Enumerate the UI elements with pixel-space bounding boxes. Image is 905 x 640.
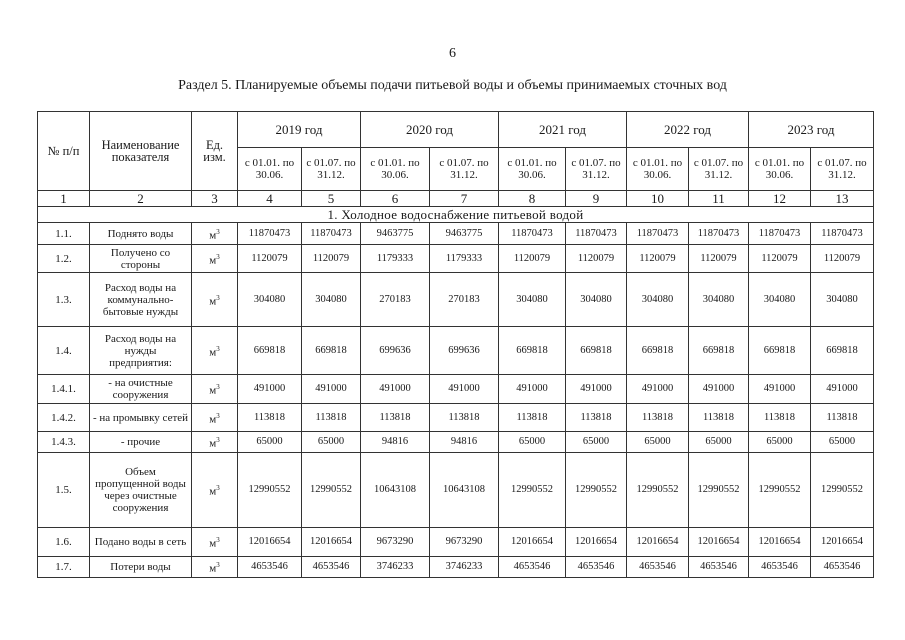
value-cell: 11870473 <box>302 223 361 245</box>
value-cell: 669818 <box>811 327 874 375</box>
column-number: 3 <box>192 191 238 207</box>
value-cell: 12990552 <box>627 453 689 528</box>
value-cell: 304080 <box>689 273 749 327</box>
row-unit <box>192 245 238 273</box>
row-code: 1.2. <box>38 245 90 273</box>
row-name: Подано воды в сеть <box>90 528 192 557</box>
value-cell: 1120079 <box>689 245 749 273</box>
value-cell: 12990552 <box>811 453 874 528</box>
header-period: с 01.07. по 31.12. <box>811 148 874 191</box>
header-period: с 01.01. по 30.06. <box>238 148 302 191</box>
value-cell: 304080 <box>499 273 566 327</box>
value-cell: 669818 <box>566 327 627 375</box>
value-cell: 1120079 <box>238 245 302 273</box>
value-cell: 12990552 <box>689 453 749 528</box>
column-number: 5 <box>302 191 361 207</box>
header-period: с 01.07. по 31.12. <box>566 148 627 191</box>
table-row <box>38 557 874 578</box>
value-cell: 65000 <box>689 432 749 453</box>
value-cell: 304080 <box>811 273 874 327</box>
value-cell: 12016654 <box>811 528 874 557</box>
water-volume-table <box>37 111 874 578</box>
row-name: Получено со стороны <box>90 245 192 273</box>
value-cell: 3746233 <box>361 557 430 578</box>
value-cell: 491000 <box>689 375 749 404</box>
value-cell: 11870473 <box>749 223 811 245</box>
section-title: Раздел 5. Планируемые объемы подачи питьевой воды и объемы принимаемых сточных вод <box>178 78 727 93</box>
row-name: Объем пропущенной воды через очистные сооружения <box>90 453 192 528</box>
value-cell: 669818 <box>627 327 689 375</box>
row-unit <box>192 273 238 327</box>
row-unit <box>192 404 238 432</box>
value-cell: 113818 <box>689 404 749 432</box>
value-cell: 1120079 <box>811 245 874 273</box>
unit-base: м <box>209 437 217 450</box>
value-cell: 12016654 <box>238 528 302 557</box>
table-row <box>38 375 874 404</box>
unit-exponent: 3 <box>216 227 220 236</box>
row-code: 1.1. <box>38 223 90 245</box>
column-number: 1 <box>38 191 90 207</box>
value-cell: 9673290 <box>430 528 499 557</box>
value-cell: 491000 <box>749 375 811 404</box>
row-code: 1.6. <box>38 528 90 557</box>
unit-exponent: 3 <box>216 436 220 445</box>
column-number-row <box>38 191 874 207</box>
row-unit <box>192 223 238 245</box>
value-cell: 113818 <box>499 404 566 432</box>
value-cell: 65000 <box>566 432 627 453</box>
table-row <box>38 327 874 375</box>
header-year: 2019 год <box>238 112 361 148</box>
row-code: 1.3. <box>38 273 90 327</box>
value-cell: 12016654 <box>499 528 566 557</box>
value-cell: 4653546 <box>566 557 627 578</box>
header-num: № п/п <box>38 112 90 191</box>
unit-base: м <box>209 562 217 575</box>
value-cell: 1120079 <box>566 245 627 273</box>
value-cell: 1120079 <box>627 245 689 273</box>
unit-base: м <box>209 346 217 359</box>
value-cell: 669818 <box>499 327 566 375</box>
value-cell: 304080 <box>302 273 361 327</box>
value-cell: 11870473 <box>566 223 627 245</box>
value-cell: 10643108 <box>430 453 499 528</box>
value-cell: 491000 <box>627 375 689 404</box>
column-number: 10 <box>627 191 689 207</box>
value-cell: 4653546 <box>302 557 361 578</box>
header-name: Наименование показателя <box>90 112 192 191</box>
value-cell: 12016654 <box>749 528 811 557</box>
unit-exponent: 3 <box>216 293 220 302</box>
value-cell: 1179333 <box>430 245 499 273</box>
value-cell: 4653546 <box>749 557 811 578</box>
unit-exponent: 3 <box>216 344 220 353</box>
value-cell: 270183 <box>430 273 499 327</box>
row-unit <box>192 557 238 578</box>
value-cell: 491000 <box>566 375 627 404</box>
header-unit: Ед. изм. <box>192 112 238 191</box>
value-cell: 12016654 <box>302 528 361 557</box>
value-cell: 304080 <box>749 273 811 327</box>
column-number: 7 <box>430 191 499 207</box>
row-name: Потери воды <box>90 557 192 578</box>
value-cell: 113818 <box>302 404 361 432</box>
value-cell: 491000 <box>238 375 302 404</box>
header-period: с 01.07. по 31.12. <box>302 148 361 191</box>
row-code: 1.4.1. <box>38 375 90 404</box>
value-cell: 491000 <box>430 375 499 404</box>
value-cell: 65000 <box>811 432 874 453</box>
value-cell: 4653546 <box>238 557 302 578</box>
unit-exponent: 3 <box>216 561 220 570</box>
table-row <box>38 432 874 453</box>
value-cell: 113818 <box>749 404 811 432</box>
value-cell: 113818 <box>238 404 302 432</box>
value-cell: 65000 <box>627 432 689 453</box>
header-year: 2023 год <box>749 112 874 148</box>
value-cell: 113818 <box>430 404 499 432</box>
value-cell: 4653546 <box>499 557 566 578</box>
column-number: 11 <box>689 191 749 207</box>
row-code: 1.4.3. <box>38 432 90 453</box>
header-period: с 01.01. по 30.06. <box>627 148 689 191</box>
value-cell: 304080 <box>566 273 627 327</box>
value-cell: 9463775 <box>430 223 499 245</box>
row-name: Поднято воды <box>90 223 192 245</box>
row-unit <box>192 528 238 557</box>
value-cell: 669818 <box>302 327 361 375</box>
unit-base: м <box>209 229 217 242</box>
unit-base: м <box>209 384 217 397</box>
table-row <box>38 223 874 245</box>
value-cell: 491000 <box>302 375 361 404</box>
value-cell: 699636 <box>430 327 499 375</box>
unit-base: м <box>209 295 217 308</box>
table-row <box>38 528 874 557</box>
row-name: Расход воды на нужды предприятия: <box>90 327 192 375</box>
value-cell: 4653546 <box>811 557 874 578</box>
unit-base: м <box>209 537 217 550</box>
value-cell: 11870473 <box>499 223 566 245</box>
value-cell: 3746233 <box>430 557 499 578</box>
row-code: 1.5. <box>38 453 90 528</box>
row-code: 1.4.2. <box>38 404 90 432</box>
value-cell: 11870473 <box>811 223 874 245</box>
row-unit <box>192 432 238 453</box>
value-cell: 669818 <box>749 327 811 375</box>
header-period: с 01.01. по 30.06. <box>749 148 811 191</box>
value-cell: 12016654 <box>566 528 627 557</box>
value-cell: 304080 <box>627 273 689 327</box>
value-cell: 12990552 <box>238 453 302 528</box>
value-cell: 12016654 <box>627 528 689 557</box>
unit-exponent: 3 <box>216 484 220 493</box>
value-cell: 12990552 <box>302 453 361 528</box>
value-cell: 11870473 <box>627 223 689 245</box>
value-cell: 113818 <box>361 404 430 432</box>
column-number: 4 <box>238 191 302 207</box>
header-year: 2021 год <box>499 112 627 148</box>
header-year: 2022 год <box>627 112 749 148</box>
value-cell: 11870473 <box>689 223 749 245</box>
value-cell: 11870473 <box>238 223 302 245</box>
column-number: 8 <box>499 191 566 207</box>
value-cell: 1120079 <box>302 245 361 273</box>
value-cell: 1120079 <box>499 245 566 273</box>
value-cell: 1179333 <box>361 245 430 273</box>
value-cell: 669818 <box>689 327 749 375</box>
value-cell: 65000 <box>238 432 302 453</box>
row-unit <box>192 327 238 375</box>
table-row <box>38 404 874 432</box>
value-cell: 94816 <box>361 432 430 453</box>
section-heading: 1. Холодное водоснабжение питьевой водой <box>38 207 874 223</box>
column-number: 9 <box>566 191 627 207</box>
value-cell: 304080 <box>238 273 302 327</box>
unit-exponent: 3 <box>216 252 220 261</box>
value-cell: 65000 <box>499 432 566 453</box>
row-code: 1.4. <box>38 327 90 375</box>
table-row <box>38 245 874 273</box>
column-number: 6 <box>361 191 430 207</box>
unit-base: м <box>209 254 217 267</box>
value-cell: 12990552 <box>749 453 811 528</box>
header-year: 2020 год <box>361 112 499 148</box>
row-unit <box>192 375 238 404</box>
value-cell: 9673290 <box>361 528 430 557</box>
value-cell: 113818 <box>566 404 627 432</box>
value-cell: 94816 <box>430 432 499 453</box>
value-cell: 4653546 <box>627 557 689 578</box>
row-name: - прочие <box>90 432 192 453</box>
value-cell: 699636 <box>361 327 430 375</box>
value-cell: 270183 <box>361 273 430 327</box>
table-row <box>38 273 874 327</box>
column-number: 12 <box>749 191 811 207</box>
value-cell: 65000 <box>302 432 361 453</box>
row-name: - на очистные сооружения <box>90 375 192 404</box>
row-unit <box>192 453 238 528</box>
value-cell: 113818 <box>811 404 874 432</box>
row-code: 1.7. <box>38 557 90 578</box>
header-period: с 01.01. по 30.06. <box>361 148 430 191</box>
section-heading-row <box>38 207 874 223</box>
page-number: 6 <box>449 46 456 61</box>
unit-base: м <box>209 485 217 498</box>
value-cell: 669818 <box>238 327 302 375</box>
value-cell: 9463775 <box>361 223 430 245</box>
header-period: с 01.07. по 31.12. <box>689 148 749 191</box>
value-cell: 10643108 <box>361 453 430 528</box>
value-cell: 491000 <box>499 375 566 404</box>
value-cell: 12990552 <box>566 453 627 528</box>
value-cell: 1120079 <box>749 245 811 273</box>
row-name: Расход воды на коммунально-бытовые нужды <box>90 273 192 327</box>
unit-exponent: 3 <box>216 383 220 392</box>
value-cell: 12990552 <box>499 453 566 528</box>
value-cell: 113818 <box>627 404 689 432</box>
value-cell: 491000 <box>811 375 874 404</box>
table-row <box>38 453 874 528</box>
header-period: с 01.01. по 30.06. <box>499 148 566 191</box>
header-period: с 01.07. по 31.12. <box>430 148 499 191</box>
value-cell: 12016654 <box>689 528 749 557</box>
unit-base: м <box>209 413 217 426</box>
header-row-years <box>38 112 874 148</box>
unit-exponent: 3 <box>216 536 220 545</box>
column-number: 13 <box>811 191 874 207</box>
value-cell: 4653546 <box>689 557 749 578</box>
unit-exponent: 3 <box>216 411 220 420</box>
row-name: - на промывку сетей <box>90 404 192 432</box>
value-cell: 65000 <box>749 432 811 453</box>
column-number: 2 <box>90 191 192 207</box>
value-cell: 491000 <box>361 375 430 404</box>
